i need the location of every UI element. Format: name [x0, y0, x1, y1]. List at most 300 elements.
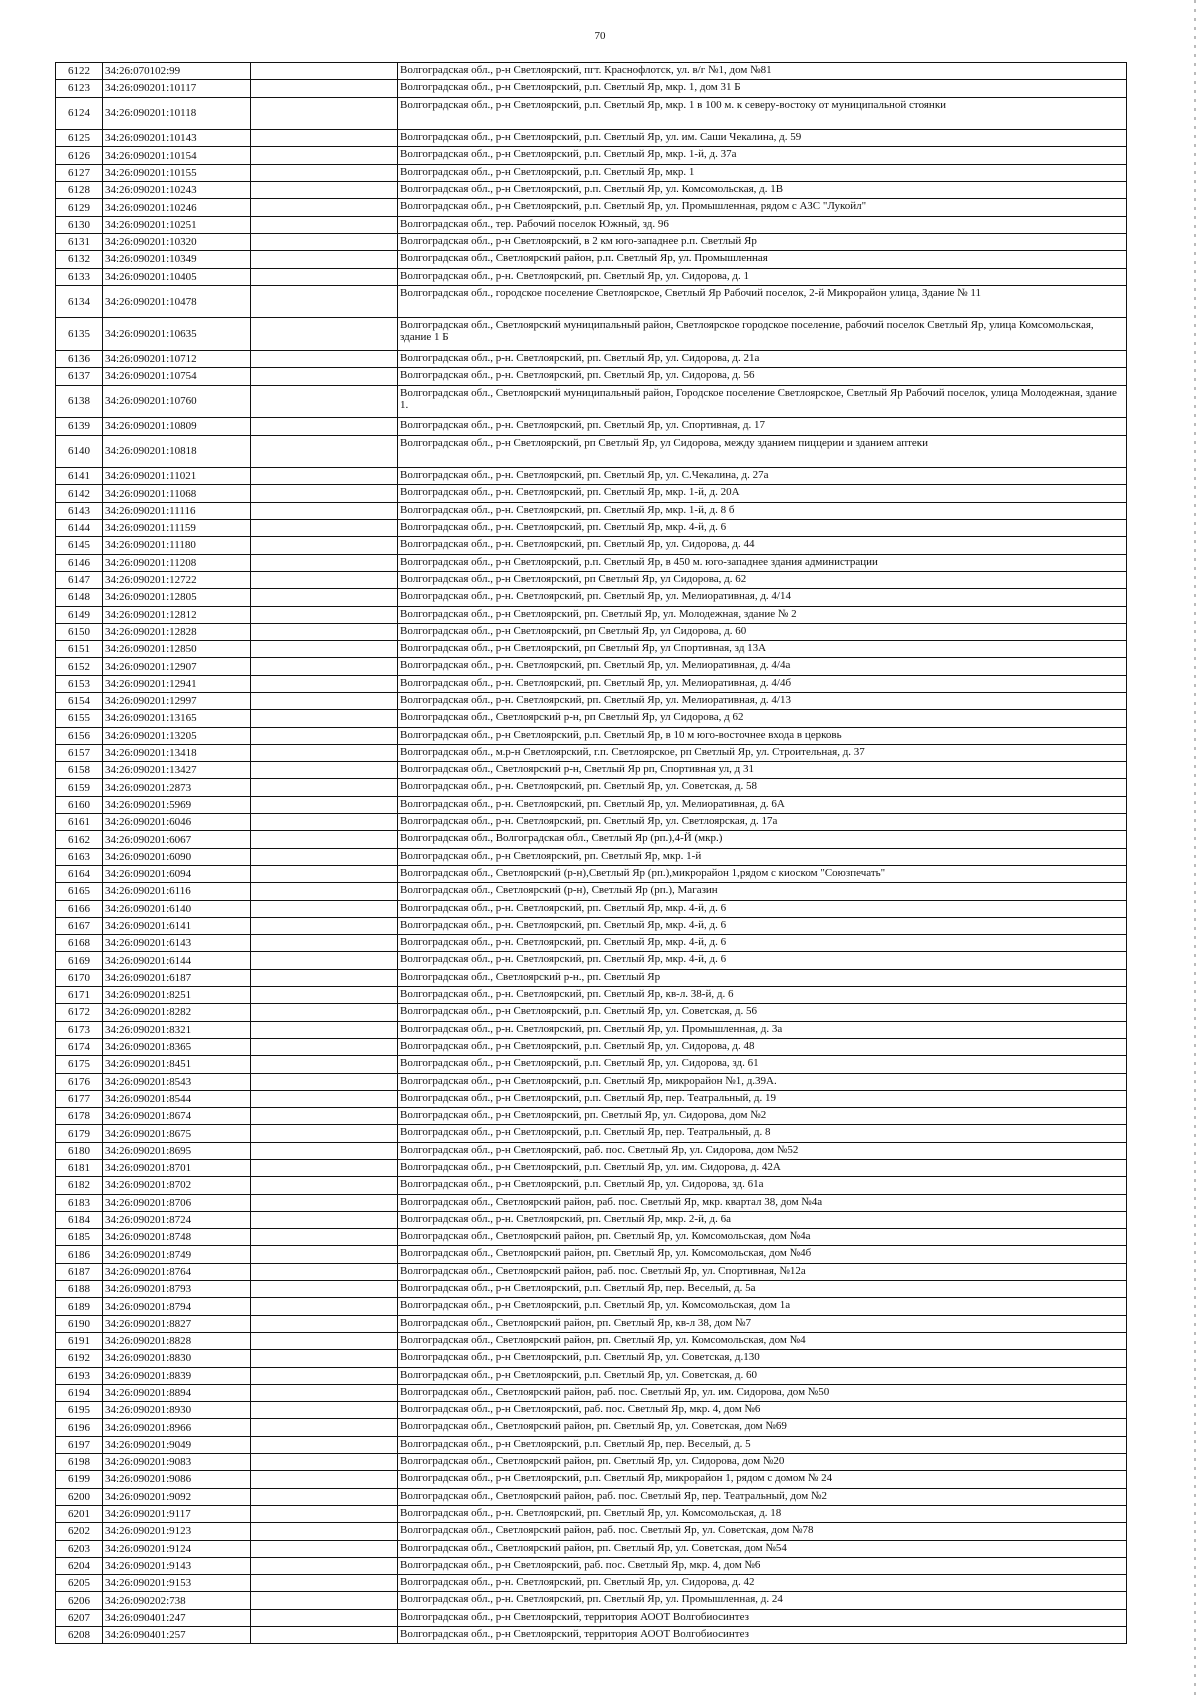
- row-number-cell: 6196: [56, 1419, 103, 1436]
- empty-cell: [251, 987, 398, 1004]
- row-number-cell: 6167: [56, 917, 103, 934]
- row-number-cell: 6145: [56, 537, 103, 554]
- empty-cell: [251, 97, 398, 130]
- address-cell: Волгоградская обл., Светлоярский р-н, рп Светлый Яр, ул Сидорова, д 62: [398, 710, 1127, 727]
- table-row: [56, 1592, 1127, 1609]
- empty-cell: [251, 130, 398, 147]
- cadastral-number-cell: 34:26:090201:12812: [103, 606, 251, 623]
- address-cell: Волгоградская обл., р-н Светлоярский, р.п. Светлый Яр, пер. Веселый, д. 5: [398, 1436, 1127, 1453]
- empty-cell: [251, 1038, 398, 1055]
- address-cell: Волгоградская обл., Светлоярский район, рп. Светлый Яр, ул. Комсомольская, дом №4б: [398, 1246, 1127, 1263]
- empty-cell: [251, 1194, 398, 1211]
- address-cell: Волгоградская обл., р-н Светлоярский, р.п. Светлый Яр, ул. Комсомольская, дом 1а: [398, 1298, 1127, 1315]
- table-row: [56, 1505, 1127, 1522]
- address-cell: Волгоградская обл., Светлоярский район, р.п. Светлый Яр, ул. Промышленная: [398, 251, 1127, 268]
- address-cell: Волгоградская обл., р-н. Светлоярский, рп. Светлый Яр, ул. Спортивная, д. 17: [398, 418, 1127, 435]
- address-cell: Волгоградская обл., р-н. Светлоярский, рп. Светлый Яр, ул. Мелиоративная, д. 4/14: [398, 589, 1127, 606]
- address-cell: Волгоградская обл., р-н. Светлоярский, рп. Светлый Яр, ул. Промышленная, д. 3а: [398, 1021, 1127, 1038]
- cadastral-number-cell: 34:26:090201:10251: [103, 216, 251, 233]
- address-cell: Волгоградская обл., р-н. Светлоярский, рп. Светлый Яр, мкр. 4-й, д. 6: [398, 952, 1127, 969]
- table-row: [56, 935, 1127, 952]
- row-number-cell: 6135: [56, 318, 103, 351]
- address-cell: Волгоградская обл., Волгоградская обл., Светлый Яр (рп.),4-Й (мкр.): [398, 831, 1127, 848]
- address-cell: Волгоградская обл., р-н Светлоярский, рп Светлый Яр, ул Сидорова, д. 60: [398, 623, 1127, 640]
- address-cell: Волгоградская обл., р-н Светлоярский, в 2 км юго-западнее р.п. Светлый Яр: [398, 233, 1127, 250]
- empty-cell: [251, 710, 398, 727]
- row-number-cell: 6195: [56, 1402, 103, 1419]
- cadastral-number-cell: 34:26:090201:11159: [103, 520, 251, 537]
- table-row: [56, 435, 1127, 468]
- cadastral-number-cell: 34:26:090201:12997: [103, 692, 251, 709]
- empty-cell: [251, 251, 398, 268]
- table-row: [56, 1090, 1127, 1107]
- cadastral-number-cell: 34:26:090201:8544: [103, 1090, 251, 1107]
- address-cell: Волгоградская обл., р-н Светлоярский, р.п. Светлый Яр, в 450 м. юго-западнее здания администрации: [398, 554, 1127, 571]
- cadastral-number-cell: 34:26:090201:8451: [103, 1056, 251, 1073]
- cadastral-number-cell: 34:26:090201:12907: [103, 658, 251, 675]
- row-number-cell: 6144: [56, 520, 103, 537]
- empty-cell: [251, 744, 398, 761]
- row-number-cell: 6125: [56, 130, 103, 147]
- row-number-cell: 6170: [56, 969, 103, 986]
- empty-cell: [251, 1004, 398, 1021]
- table-row: [56, 1177, 1127, 1194]
- row-number-cell: 6189: [56, 1298, 103, 1315]
- empty-cell: [251, 1402, 398, 1419]
- table-row: [56, 952, 1127, 969]
- address-cell: Волгоградская обл., р-н Светлоярский, р.п. Светлый Яр, ул. Сидорова, зд. 61а: [398, 1177, 1127, 1194]
- cadastral-number-cell: 34:26:090201:9143: [103, 1557, 251, 1574]
- table-row: [56, 762, 1127, 779]
- row-number-cell: 6143: [56, 502, 103, 519]
- cadastral-number-cell: 34:26:090201:12805: [103, 589, 251, 606]
- row-number-cell: 6169: [56, 952, 103, 969]
- table-row: [56, 318, 1127, 351]
- cadastral-number-cell: 34:26:090201:8706: [103, 1194, 251, 1211]
- row-number-cell: 6204: [56, 1557, 103, 1574]
- row-number-cell: 6176: [56, 1073, 103, 1090]
- address-cell: Волгоградская обл., р-н Светлоярский, р.п. Светлый Яр, в 10 м юго-восточнее входа в церковь: [398, 727, 1127, 744]
- cadastral-number-cell: 34:26:090201:6143: [103, 935, 251, 952]
- address-cell: Волгоградская обл., р-н Светлоярский, пгт. Краснофлотск, ул. в/г №1, дом №81: [398, 63, 1127, 80]
- address-cell: Волгоградская обл., р-н Светлоярский, рп. Светлый Яр, ул. Сидорова, дом №2: [398, 1108, 1127, 1125]
- address-cell: Волгоградская обл., м.р-н Светлоярский, г.п. Светлоярское, рп Светлый Яр, ул. Строительная, д. 37: [398, 744, 1127, 761]
- cadastral-number-cell: 34:26:090201:11180: [103, 537, 251, 554]
- cadastral-number-cell: 34:26:090201:10320: [103, 233, 251, 250]
- row-number-cell: 6192: [56, 1350, 103, 1367]
- table-row: [56, 1627, 1127, 1644]
- table-row: [56, 97, 1127, 130]
- address-cell: Волгоградская обл., р-н. Светлоярский, рп. Светлый Яр, мкр. 1-й, д. 8 б: [398, 502, 1127, 519]
- table-row: [56, 63, 1127, 80]
- table-row: [56, 368, 1127, 385]
- address-cell: Волгоградская обл., Светлоярский муниципальный район, Городское поселение Светлоярское, Светлый Яр Рабочий поселок, улица Молодежная, здание 1.: [398, 385, 1127, 418]
- address-cell: Волгоградская обл., р-н. Светлоярский, рп. Светлый Яр, ул. Мелиоративная, д. 4/13: [398, 692, 1127, 709]
- empty-cell: [251, 1627, 398, 1644]
- row-number-cell: 6177: [56, 1090, 103, 1107]
- table-row: [56, 606, 1127, 623]
- cadastral-number-cell: 34:26:090201:12828: [103, 623, 251, 640]
- address-cell: Волгоградская обл., р-н Светлоярский, рп Светлый Яр, ул Сидорова, между зданием пиццерии и зданием аптеки: [398, 435, 1127, 468]
- row-number-cell: 6151: [56, 641, 103, 658]
- address-cell: Волгоградская обл., Светлоярский (р-н),Светлый Яр (рп.),микрорайон 1,рядом с киоском "Союзпечать": [398, 865, 1127, 882]
- table-row: [56, 164, 1127, 181]
- address-cell: Волгоградская обл., Светлоярский муниципальный район, Светлоярское городское поселение, рабочий поселок Светлый Яр, улица Комсомольская, здание 1 Б: [398, 318, 1127, 351]
- row-number-cell: 6153: [56, 675, 103, 692]
- row-number-cell: 6148: [56, 589, 103, 606]
- table-row: [56, 571, 1127, 588]
- table-row: [56, 1108, 1127, 1125]
- address-cell: Волгоградская обл., Светлоярский район, рп. Светлый Яр, ул. Комсомольская, дом №4: [398, 1332, 1127, 1349]
- row-number-cell: 6205: [56, 1575, 103, 1592]
- address-cell: Волгоградская обл., р-н Светлоярский, р.п. Светлый Яр, ул. Сидорова, д. 48: [398, 1038, 1127, 1055]
- row-number-cell: 6179: [56, 1125, 103, 1142]
- cadastral-number-cell: 34:26:090201:8702: [103, 1177, 251, 1194]
- cadastral-number-cell: 34:26:090201:10712: [103, 351, 251, 368]
- row-number-cell: 6133: [56, 268, 103, 285]
- row-number-cell: 6134: [56, 285, 103, 318]
- empty-cell: [251, 368, 398, 385]
- table-row: [56, 1211, 1127, 1228]
- cadastral-number-cell: 34:26:090201:8930: [103, 1402, 251, 1419]
- cadastral-number-cell: 34:26:090401:247: [103, 1609, 251, 1626]
- cadastral-number-cell: 34:26:090201:10143: [103, 130, 251, 147]
- row-number-cell: 6186: [56, 1246, 103, 1263]
- empty-cell: [251, 1350, 398, 1367]
- cadastral-number-cell: 34:26:090201:8543: [103, 1073, 251, 1090]
- table-row: [56, 744, 1127, 761]
- empty-cell: [251, 1160, 398, 1177]
- address-cell: Волгоградская обл., р-н Светлоярский, р.п. Светлый Яр, микрорайон 1, рядом с домом № 24: [398, 1471, 1127, 1488]
- address-cell: Волгоградская обл., р-н Светлоярский, рп Светлый Яр, ул Спортивная, зд 13А: [398, 641, 1127, 658]
- table-row: [56, 1298, 1127, 1315]
- address-cell: Волгоградская обл., Светлоярский район, раб. пос. Светлый Яр, ул. им. Сидорова, дом №50: [398, 1384, 1127, 1401]
- table-row: [56, 883, 1127, 900]
- page-number: 70: [594, 30, 606, 42]
- row-number-cell: 6171: [56, 987, 103, 1004]
- empty-cell: [251, 1419, 398, 1436]
- cadastral-number-cell: 34:26:090201:9086: [103, 1471, 251, 1488]
- address-cell: Волгоградская обл., р-н. Светлоярский, рп. Светлый Яр, ул. Светлоярская, д. 17а: [398, 814, 1127, 831]
- cadastral-number-cell: 34:26:090201:8748: [103, 1229, 251, 1246]
- table-row: [56, 182, 1127, 199]
- table-row: [56, 1402, 1127, 1419]
- empty-cell: [251, 779, 398, 796]
- address-cell: Волгоградская обл., Светлоярский район, раб. пос. Светлый Яр, пер. Театральный, дом №2: [398, 1488, 1127, 1505]
- empty-cell: [251, 385, 398, 418]
- cadastral-number-cell: 34:26:090201:10155: [103, 164, 251, 181]
- cadastral-number-cell: 34:26:090201:10478: [103, 285, 251, 318]
- empty-cell: [251, 520, 398, 537]
- table-row: [56, 675, 1127, 692]
- address-cell: Волгоградская обл., р-н Светлоярский, раб. пос. Светлый Яр, ул. Сидорова, дом №52: [398, 1142, 1127, 1159]
- table-row: [56, 589, 1127, 606]
- cadastral-number-cell: 34:26:090201:8695: [103, 1142, 251, 1159]
- cadastral-number-cell: 34:26:090201:9049: [103, 1436, 251, 1453]
- table-row: [56, 710, 1127, 727]
- table-row: [56, 251, 1127, 268]
- table-row: [56, 1263, 1127, 1280]
- address-cell: Волгоградская обл., р-н Светлоярский, р.п. Светлый Яр, ул. Советская, д. 60: [398, 1367, 1127, 1384]
- empty-cell: [251, 883, 398, 900]
- row-number-cell: 6123: [56, 80, 103, 97]
- row-number-cell: 6168: [56, 935, 103, 952]
- address-cell: Волгоградская обл., Светлоярский район, рп. Светлый Яр, кв-л 38, дом №7: [398, 1315, 1127, 1332]
- empty-cell: [251, 727, 398, 744]
- cadastral-number-cell: 34:26:090201:10809: [103, 418, 251, 435]
- table-row: [56, 537, 1127, 554]
- table-row: [56, 285, 1127, 318]
- address-cell: Волгоградская обл., р-н. Светлоярский, рп. Светлый Яр, ул. Промышленная, д. 24: [398, 1592, 1127, 1609]
- cadastral-number-cell: 34:26:090201:10243: [103, 182, 251, 199]
- row-number-cell: 6164: [56, 865, 103, 882]
- cadastral-number-cell: 34:26:090201:8830: [103, 1350, 251, 1367]
- empty-cell: [251, 641, 398, 658]
- cadastral-number-cell: 34:26:090201:9083: [103, 1454, 251, 1471]
- row-number-cell: 6155: [56, 710, 103, 727]
- table-row: [56, 1056, 1127, 1073]
- row-number-cell: 6166: [56, 900, 103, 917]
- table-row: [56, 418, 1127, 435]
- address-cell: Волгоградская обл., Светлоярский район, рп. Светлый Яр, ул. Советская, дом №54: [398, 1540, 1127, 1557]
- empty-cell: [251, 351, 398, 368]
- address-cell: Волгоградская обл., р-н. Светлоярский, рп. Светлый Яр, ул. Сидорова, д. 21а: [398, 351, 1127, 368]
- empty-cell: [251, 1557, 398, 1574]
- empty-cell: [251, 1523, 398, 1540]
- empty-cell: [251, 147, 398, 164]
- empty-cell: [251, 1471, 398, 1488]
- row-number-cell: 6139: [56, 418, 103, 435]
- address-cell: Волгоградская обл., р-н. Светлоярский, рп. Светлый Яр, мкр. 1-й, д. 20А: [398, 485, 1127, 502]
- address-cell: Волгоградская обл., р-н Светлоярский, территория АООТ Волгобиосинтез: [398, 1627, 1127, 1644]
- cadastral-number-cell: 34:26:090201:13418: [103, 744, 251, 761]
- empty-cell: [251, 1367, 398, 1384]
- cadastral-number-cell: 34:26:090201:11116: [103, 502, 251, 519]
- address-cell: Волгоградская обл., городское поселение Светлоярское, Светлый Яр Рабочий поселок, 2-й Микрорайон улица, Здание № 11: [398, 285, 1127, 318]
- empty-cell: [251, 606, 398, 623]
- table-row: [56, 865, 1127, 882]
- row-number-cell: 6127: [56, 164, 103, 181]
- row-number-cell: 6201: [56, 1505, 103, 1522]
- table-row: [56, 147, 1127, 164]
- row-number-cell: 6129: [56, 199, 103, 216]
- cadastral-number-cell: 34:26:090201:12722: [103, 571, 251, 588]
- row-number-cell: 6208: [56, 1627, 103, 1644]
- empty-cell: [251, 502, 398, 519]
- table-row: [56, 1315, 1127, 1332]
- row-number-cell: 6150: [56, 623, 103, 640]
- empty-cell: [251, 692, 398, 709]
- cadastral-number-cell: 34:26:090201:9124: [103, 1540, 251, 1557]
- address-cell: Волгоградская обл., р-н. Светлоярский, рп. Светлый Яр, мкр. 4-й, д. 6: [398, 520, 1127, 537]
- address-cell: Волгоградская обл., Светлоярский район, раб. пос. Светлый Яр, мкр. квартал 38, дом №4а: [398, 1194, 1127, 1211]
- address-cell: Волгоградская обл., Светлоярский (р-н), Светлый Яр (рп.), Магазин: [398, 883, 1127, 900]
- row-number-cell: 6187: [56, 1263, 103, 1280]
- table-row: [56, 1073, 1127, 1090]
- cadastral-number-cell: 34:26:090202:738: [103, 1592, 251, 1609]
- address-cell: Волгоградская обл., р-н Светлоярский, р.п. Светлый Яр, пер. Театральный, д. 8: [398, 1125, 1127, 1142]
- row-number-cell: 6202: [56, 1523, 103, 1540]
- row-number-cell: 6128: [56, 182, 103, 199]
- empty-cell: [251, 1108, 398, 1125]
- table-row: [56, 554, 1127, 571]
- address-cell: Волгоградская обл., р-н Светлоярский, р.п. Светлый Яр, ул. Промышленная, рядом с АЗС "Лукойл": [398, 199, 1127, 216]
- cadastral-number-cell: 34:26:090201:12850: [103, 641, 251, 658]
- address-cell: Волгоградская обл., Светлоярский район, рп. Светлый Яр, ул. Советская, дом №69: [398, 1419, 1127, 1436]
- table-row: [56, 1229, 1127, 1246]
- table-row: [56, 1332, 1127, 1349]
- table-row: [56, 502, 1127, 519]
- address-cell: Волгоградская обл., Светлоярский район, раб. пос. Светлый Яр, ул. Советская, дом №78: [398, 1523, 1127, 1540]
- cadastral-number-cell: 34:26:090201:8674: [103, 1108, 251, 1125]
- address-cell: Волгоградская обл., р-н Светлоярский, раб. пос. Светлый Яр, мкр. 4, дом №6: [398, 1402, 1127, 1419]
- address-cell: Волгоградская обл., р-н. Светлоярский, рп. Светлый Яр, ул. С.Чекалина, д. 27а: [398, 468, 1127, 485]
- empty-cell: [251, 1021, 398, 1038]
- address-cell: Волгоградская обл., р-н Светлоярский, р.п. Светлый Яр, пер. Театральный, д. 19: [398, 1090, 1127, 1107]
- table-row: [56, 917, 1127, 934]
- table-row: [56, 1471, 1127, 1488]
- address-cell: Волгоградская обл., р-н. Светлоярский, рп. Светлый Яр, мкр. 4-й, д. 6: [398, 917, 1127, 934]
- cadastral-number-cell: 34:26:090201:8839: [103, 1367, 251, 1384]
- table-row: [56, 468, 1127, 485]
- empty-cell: [251, 1488, 398, 1505]
- cadastral-number-cell: 34:26:090201:6141: [103, 917, 251, 934]
- address-cell: Волгоградская обл., Светлоярский р-н., рп. Светлый Яр: [398, 969, 1127, 986]
- row-number-cell: 6147: [56, 571, 103, 588]
- cadastral-number-cell: 34:26:090201:6116: [103, 883, 251, 900]
- address-cell: Волгоградская обл., р-н. Светлоярский, рп. Светлый Яр, ул. Комсомольская, д. 18: [398, 1505, 1127, 1522]
- address-cell: Волгоградская обл., р-н. Светлоярский, рп. Светлый Яр, ул. Сидорова, д. 1: [398, 268, 1127, 285]
- table-row: [56, 130, 1127, 147]
- table-row: [56, 351, 1127, 368]
- empty-cell: [251, 468, 398, 485]
- cadastral-number-cell: 34:26:090201:8321: [103, 1021, 251, 1038]
- cadastral-number-cell: 34:26:090201:8793: [103, 1281, 251, 1298]
- empty-cell: [251, 233, 398, 250]
- empty-cell: [251, 796, 398, 813]
- cadastral-number-cell: 34:26:090201:9117: [103, 1505, 251, 1522]
- table-row: [56, 1350, 1127, 1367]
- cadastral-number-cell: 34:26:090201:8827: [103, 1315, 251, 1332]
- row-number-cell: 6156: [56, 727, 103, 744]
- row-number-cell: 6126: [56, 147, 103, 164]
- table-row: [56, 485, 1127, 502]
- table-row: [56, 969, 1127, 986]
- empty-cell: [251, 969, 398, 986]
- address-cell: Волгоградская обл., р-н. Светлоярский, рп. Светлый Яр, ул. Советская, д. 58: [398, 779, 1127, 796]
- address-cell: Волгоградская обл., р-н Светлоярский, р.п. Светлый Яр, мкр. 1: [398, 164, 1127, 181]
- address-cell: Волгоградская обл., р-н Светлоярский, рп. Светлый Яр, мкр. 1-й: [398, 848, 1127, 865]
- row-number-cell: 6141: [56, 468, 103, 485]
- row-number-cell: 6180: [56, 1142, 103, 1159]
- address-cell: Волгоградская обл., р-н. Светлоярский, рп. Светлый Яр, мкр. 2-й, д. 6а: [398, 1211, 1127, 1228]
- row-number-cell: 6160: [56, 796, 103, 813]
- address-cell: Волгоградская обл., р-н Светлоярский, р.п. Светлый Яр, мкр. 1-й, д. 37а: [398, 147, 1127, 164]
- address-cell: Волгоградская обл., р-н Светлоярский, рп. Светлый Яр, ул. Молодежная, здание № 2: [398, 606, 1127, 623]
- row-number-cell: 6131: [56, 233, 103, 250]
- empty-cell: [251, 216, 398, 233]
- empty-cell: [251, 831, 398, 848]
- row-number-cell: 6149: [56, 606, 103, 623]
- empty-cell: [251, 1177, 398, 1194]
- empty-cell: [251, 589, 398, 606]
- table-row: [56, 520, 1127, 537]
- row-number-cell: 6206: [56, 1592, 103, 1609]
- address-cell: Волгоградская обл., р-н Светлоярский, р.п. Светлый Яр, ул. Комсомольская, д. 1В: [398, 182, 1127, 199]
- cadastral-number-cell: 34:26:090201:12941: [103, 675, 251, 692]
- row-number-cell: 6184: [56, 1211, 103, 1228]
- empty-cell: [251, 865, 398, 882]
- address-cell: Волгоградская обл., р-н. Светлоярский, рп. Светлый Яр, ул. Сидорова, д. 44: [398, 537, 1127, 554]
- empty-cell: [251, 1090, 398, 1107]
- empty-cell: [251, 848, 398, 865]
- cadastral-number-cell: 34:26:090201:10405: [103, 268, 251, 285]
- cadastral-number-cell: 34:26:090201:8675: [103, 1125, 251, 1142]
- table-row: [56, 385, 1127, 418]
- scan-edge-marks: [1194, 0, 1196, 1697]
- empty-cell: [251, 182, 398, 199]
- address-cell: Волгоградская обл., р-н. Светлоярский, рп. Светлый Яр, ул. Мелиоративная, д. 4/4а: [398, 658, 1127, 675]
- cadastral-number-cell: 34:26:090201:6090: [103, 848, 251, 865]
- table-row: [56, 1367, 1127, 1384]
- cadastral-number-cell: 34:26:090201:5969: [103, 796, 251, 813]
- address-cell: Волгоградская обл., р-н Светлоярский, раб. пос. Светлый Яр, мкр. 4, дом №6: [398, 1557, 1127, 1574]
- table-row: [56, 900, 1127, 917]
- cadastral-number-cell: 34:26:090201:10154: [103, 147, 251, 164]
- row-number-cell: 6181: [56, 1160, 103, 1177]
- address-cell: Волгоградская обл., р-н. Светлоярский, рп. Светлый Яр, ул. Сидорова, д. 56: [398, 368, 1127, 385]
- row-number-cell: 6188: [56, 1281, 103, 1298]
- row-number-cell: 6173: [56, 1021, 103, 1038]
- empty-cell: [251, 1454, 398, 1471]
- table-row: [56, 233, 1127, 250]
- table-row: [56, 1575, 1127, 1592]
- cadastral-number-cell: 34:26:090201:11021: [103, 468, 251, 485]
- address-cell: Волгоградская обл., р-н Светлоярский, р.п. Светлый Яр, мкр. 1, дом 31 Б: [398, 80, 1127, 97]
- row-number-cell: 6124: [56, 97, 103, 130]
- empty-cell: [251, 435, 398, 468]
- address-cell: Волгоградская обл., р-н. Светлоярский, рп. Светлый Яр, ул. Мелиоративная, д. 4/4б: [398, 675, 1127, 692]
- table-row: [56, 1436, 1127, 1453]
- address-cell: Волгоградская обл., р-н Светлоярский, р.п. Светлый Яр, ул. им. Сидорова, д. 42А: [398, 1160, 1127, 1177]
- address-cell: Волгоградская обл., р-н. Светлоярский, рп. Светлый Яр, мкр. 4-й, д. 6: [398, 900, 1127, 917]
- cadastral-number-cell: 34:26:090401:257: [103, 1627, 251, 1644]
- row-number-cell: 6122: [56, 63, 103, 80]
- cadastral-number-cell: 34:26:090201:10818: [103, 435, 251, 468]
- empty-cell: [251, 571, 398, 588]
- cadastral-number-cell: 34:26:090201:8764: [103, 1263, 251, 1280]
- row-number-cell: 6193: [56, 1367, 103, 1384]
- row-number-cell: 6182: [56, 1177, 103, 1194]
- empty-cell: [251, 1505, 398, 1522]
- cadastral-number-cell: 34:26:090201:6140: [103, 900, 251, 917]
- empty-cell: [251, 675, 398, 692]
- cadastral-number-cell: 34:26:090201:10760: [103, 385, 251, 418]
- cadastral-number-cell: 34:26:090201:6144: [103, 952, 251, 969]
- empty-cell: [251, 1540, 398, 1557]
- row-number-cell: 6183: [56, 1194, 103, 1211]
- cadastral-number-cell: 34:26:090201:10635: [103, 318, 251, 351]
- registry-table: [55, 62, 1127, 1644]
- table-row: [56, 796, 1127, 813]
- cadastral-number-cell: 34:26:090201:8282: [103, 1004, 251, 1021]
- row-number-cell: 6132: [56, 251, 103, 268]
- empty-cell: [251, 935, 398, 952]
- address-cell: Волгоградская обл., р-н Светлоярский, р.п. Светлый Яр, ул. Советская, д.130: [398, 1350, 1127, 1367]
- row-number-cell: 6159: [56, 779, 103, 796]
- table-row: [56, 1419, 1127, 1436]
- table-row: [56, 727, 1127, 744]
